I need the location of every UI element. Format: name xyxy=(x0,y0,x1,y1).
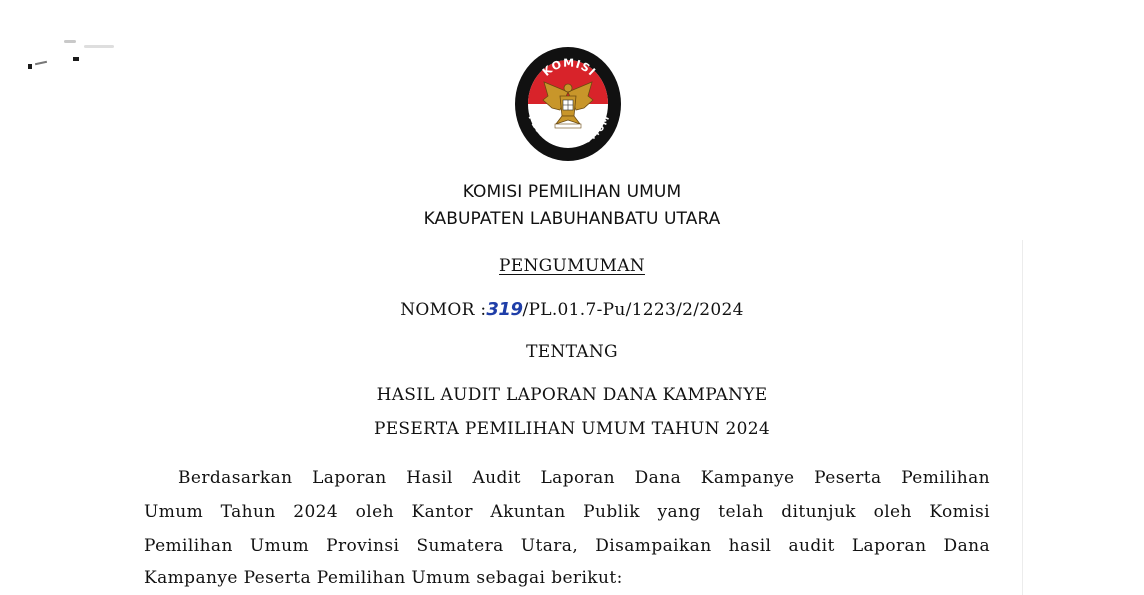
about-label: TENTANG xyxy=(526,342,618,362)
scan-speck xyxy=(28,64,32,69)
announcement-title xyxy=(0,256,1144,276)
document-number-code: /PL.01.7-Pu/1223/2/2024 xyxy=(522,300,744,320)
body-line-3: Pemilihan Umum Provinsi Sumatera Utara, Disampaikan hasil audit Laporan Dana xyxy=(144,536,990,556)
kpu-logo xyxy=(510,44,626,164)
document-number-handwritten: 319 xyxy=(486,299,523,320)
scan-speck xyxy=(35,61,47,65)
scan-edge xyxy=(1022,240,1023,595)
document-number-label: NOMOR : xyxy=(400,300,487,320)
body-line-1: Berdasarkan Laporan Hasil Audit Laporan Dana Kampanye Peserta Pemilihan xyxy=(178,468,990,488)
logo-text-top: KOMISI xyxy=(539,56,599,79)
scan-speck xyxy=(73,57,79,61)
subject-line-2: PESERTA PEMILIHAN UMUM TAHUN 2024 xyxy=(373,419,770,439)
scan-speck xyxy=(84,45,114,48)
institution-name: KOMISI PEMILIHAN UMUM xyxy=(462,182,682,202)
subject-line-1: HASIL AUDIT LAPORAN DANA KAMPANYE xyxy=(376,385,768,405)
body-line-2: Umum Tahun 2024 oleh Kantor Akuntan Publik yang telah ditunjuk oleh Komisi xyxy=(144,502,990,522)
document-number xyxy=(0,299,1144,320)
logo-text-bottom: PEMILIHAN UMUM xyxy=(525,113,613,150)
scan-speck xyxy=(64,40,76,43)
kpu-logo-emblem xyxy=(510,44,626,164)
body-line-4: Kampanye Peserta Pemilihan Umum sebagai berikut: xyxy=(144,568,623,588)
institution-region: KABUPATEN LABUHANBATU UTARA xyxy=(423,209,721,229)
announcement-title-text: PENGUMUMAN xyxy=(499,256,645,276)
